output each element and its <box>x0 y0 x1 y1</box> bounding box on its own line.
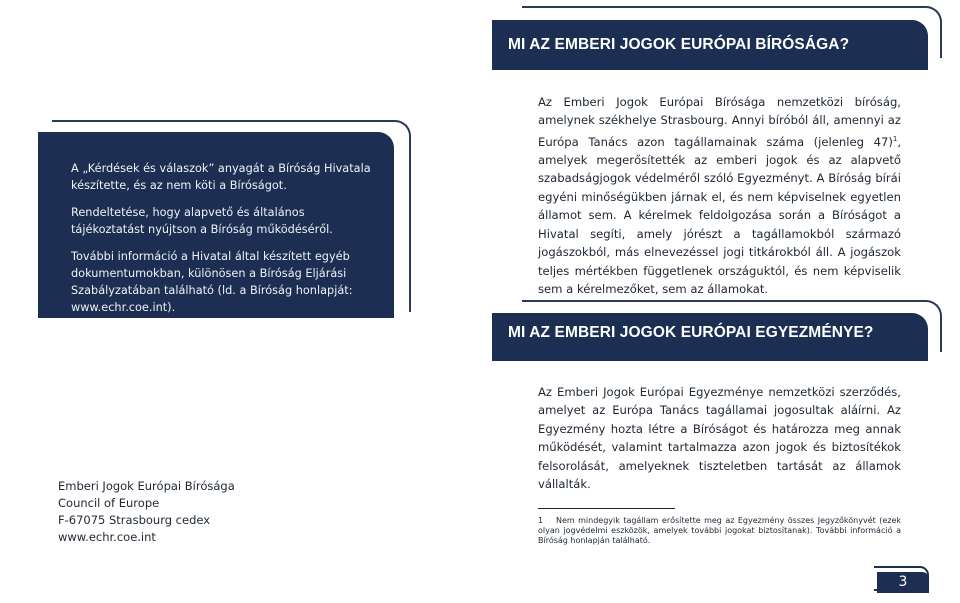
section-1-text-start: Az Emberi Jogok Európai Bírósága nemzetközi bíróság, amelynek székhelye Strasbourg. Annyi bíróból áll, amennyi az Európa Tanács azon tagállamainak száma (jelenleg 47) <box>538 95 901 149</box>
section-1-paragraph <box>538 93 901 298</box>
section-2-paragraph: Az Emberi Jogok Európai Egyezménye nemzetközi szerződés, amelyet az Európa Tanács tagállamai jogosultak aláírni. Az Egyezmény hozta létre a Bíróságot és határozza meg annak működését, valamint tartalmazza azon jogok és biztosítékok felsorolását, amelyeknek tiszteletben tartását az államok vállalták. <box>538 385 901 492</box>
address-block <box>58 478 318 546</box>
footnote-number: 1 <box>538 516 544 525</box>
section-2-heading-box <box>492 313 928 361</box>
website-link[interactable]: www.echr.coe.int <box>58 530 156 544</box>
address-line: Council of Europe <box>58 496 160 510</box>
page-number: 3 <box>877 572 929 593</box>
footnote <box>538 516 901 546</box>
info-box-paragraph: A „Kérdések és válaszok” anyagát a Bíróság Hivatala készítette, és az nem köti a Bíróságot. <box>71 162 371 192</box>
section-1-heading: MI AZ EMBERI JOGOK EURÓPAI BÍRÓSÁGA? <box>508 36 850 53</box>
footnote-divider <box>538 508 675 509</box>
page-number-frame <box>874 566 929 591</box>
address-line: Emberi Jogok Európai Bírósága <box>58 479 235 493</box>
footnote-reference: 1 <box>892 134 898 143</box>
info-box <box>38 132 394 318</box>
address-line: F-67075 Strasbourg cedex <box>58 513 211 527</box>
section-2-heading: MI AZ EMBERI JOGOK EURÓPAI EGYEZMÉNYE? <box>508 324 874 341</box>
footnote-text: Nem mindegyik tagállam erősítette meg az Egyezmény összes Jegyzőkönyvét (ezek olyan jogvédelmi eszközök, amelyek további jogokat biztosítanak). További információ a Bíróság honlapján található. <box>538 516 901 545</box>
info-box-paragraph: További információ a Hivatal által készített egyéb dokumentumokban, különösen a Bíróság Eljárási Szabályzatában található (ld. a Bíróság honlapját: www.echr.coe.int). <box>71 250 353 314</box>
section-1-heading-box <box>492 20 928 70</box>
info-box-paragraph: Rendeltetése, hogy alapvető és általános tájékoztatást nyújtson a Bíróság működéséről. <box>71 206 333 236</box>
section-1-text-end: , amelyek megerősítették az emberi jogok és az alapvető szabadságjogok védelméről szóló Egyezményt. A Bíróság bírái egyéni minőségükben járnak el, és nem képviselnek egyetlen államot sem. A kérelmek feldolgozása során a Bíróságot a Hivatal segíti, amely jórészt a tagállamokból származó jogászokból, más elnevezéssel jogi titkárokból áll. A jogászok teljes mértékben függetlenek országuktól, és nem képviselik sem a kérelmezőket, sem az államokat. <box>538 134 901 296</box>
